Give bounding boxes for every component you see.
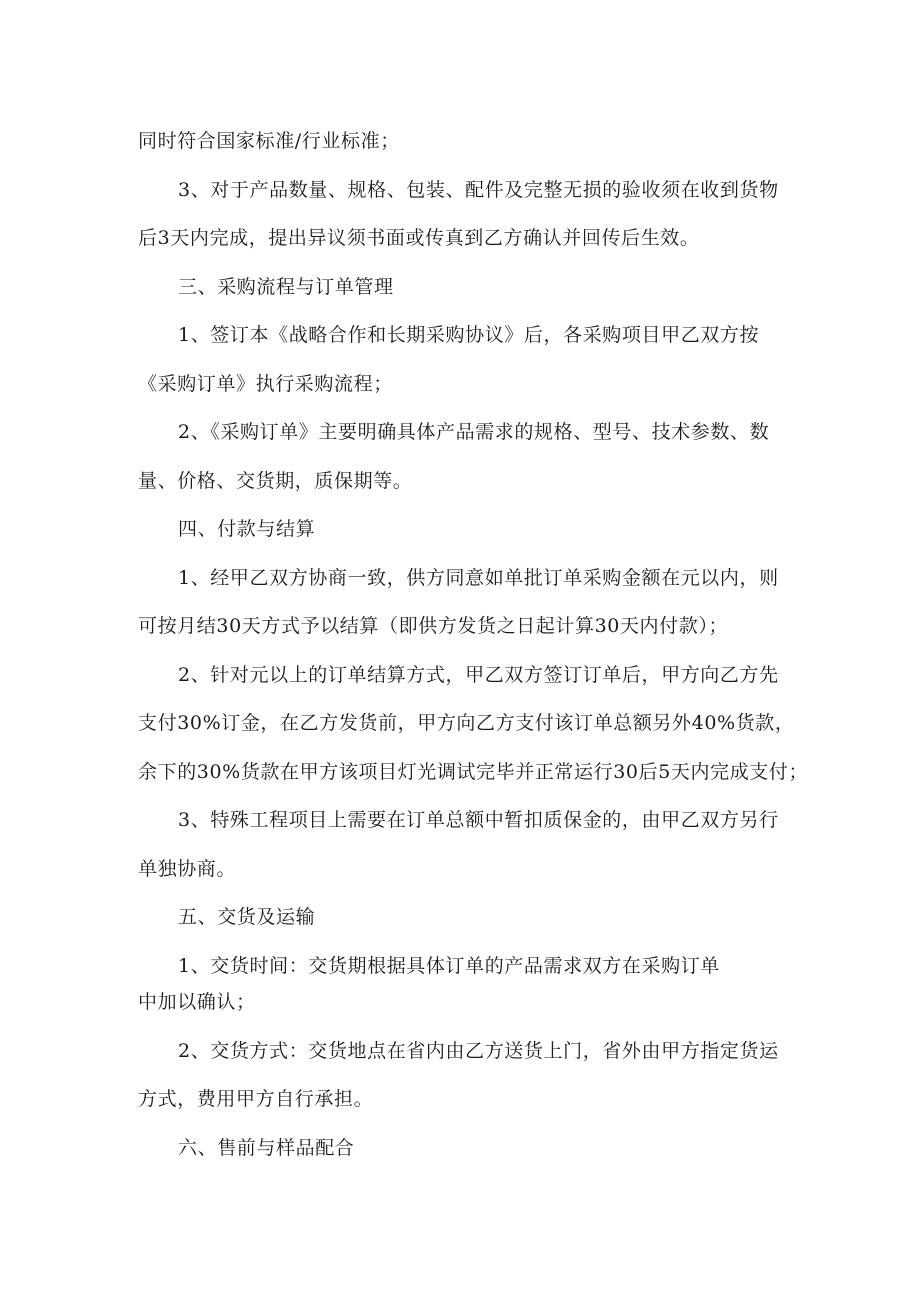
text-line: 支付30%订金，在乙方发货前，甲方向乙方支付该订单总额另外40%货款， — [138, 712, 795, 734]
text-line: 量、价格、交货期，质保期等。 — [138, 469, 413, 492]
text-line: 2、针对元以上的订单结算方式，甲乙双方签订订单后，甲方向乙方先 — [178, 663, 779, 686]
text-line: 余下的30%货款在甲方该项目灯光调试完毕并正常运行30后5天内完成支付； — [138, 760, 809, 783]
section-heading: 四、付款与结算 — [178, 518, 316, 540]
text-line: 同时符合国家标准/行业标准； — [138, 130, 400, 152]
text-line: 1、签订本《战略合作和长期采购协议》后，各采购项目甲乙双方按 — [178, 324, 760, 346]
document-body — [138, 117, 809, 1172]
text-line: 1、交货时间：交货期根据具体订单的产品需求双方在采购订单 — [178, 954, 720, 977]
text-line: 后3天内完成，提出异议须书面或传真到乙方确认并回传后生效。 — [138, 227, 700, 249]
text-line: 方式，费用甲方自行承担。 — [138, 1088, 374, 1110]
section-heading: 六、售前与样品配合 — [178, 1136, 355, 1159]
text-line: 单独协商。 — [138, 857, 237, 880]
text-line: 3、对于产品数量、规格、包装、配件及完整无损的验收须在收到货物 — [178, 178, 779, 201]
text-line: 中加以确认； — [138, 991, 256, 1013]
section-heading: 五、交货及运输 — [178, 906, 316, 928]
text-line: 1、经甲乙双方协商一致，供方同意如单批订单采购金额在元以内，则 — [178, 566, 779, 589]
section-heading: 三、采购流程与订单管理 — [178, 275, 394, 298]
text-line: 可按月结30天方式予以结算（即供方发货之日起计算30天内付款）； — [138, 615, 729, 637]
text-line: 3、特殊工程项目上需要在订单总额中暂扣质保金的，由甲乙双方另行 — [178, 809, 779, 831]
text-line: 2、《采购订单》主要明确具体产品需求的规格、型号、技术参数、数 — [178, 421, 770, 443]
text-line: 《采购订单》执行采购流程； — [138, 372, 393, 395]
text-line: 2、交货方式：交货地点在省内由乙方送货上门，省外由甲方指定货运 — [178, 1039, 779, 1062]
